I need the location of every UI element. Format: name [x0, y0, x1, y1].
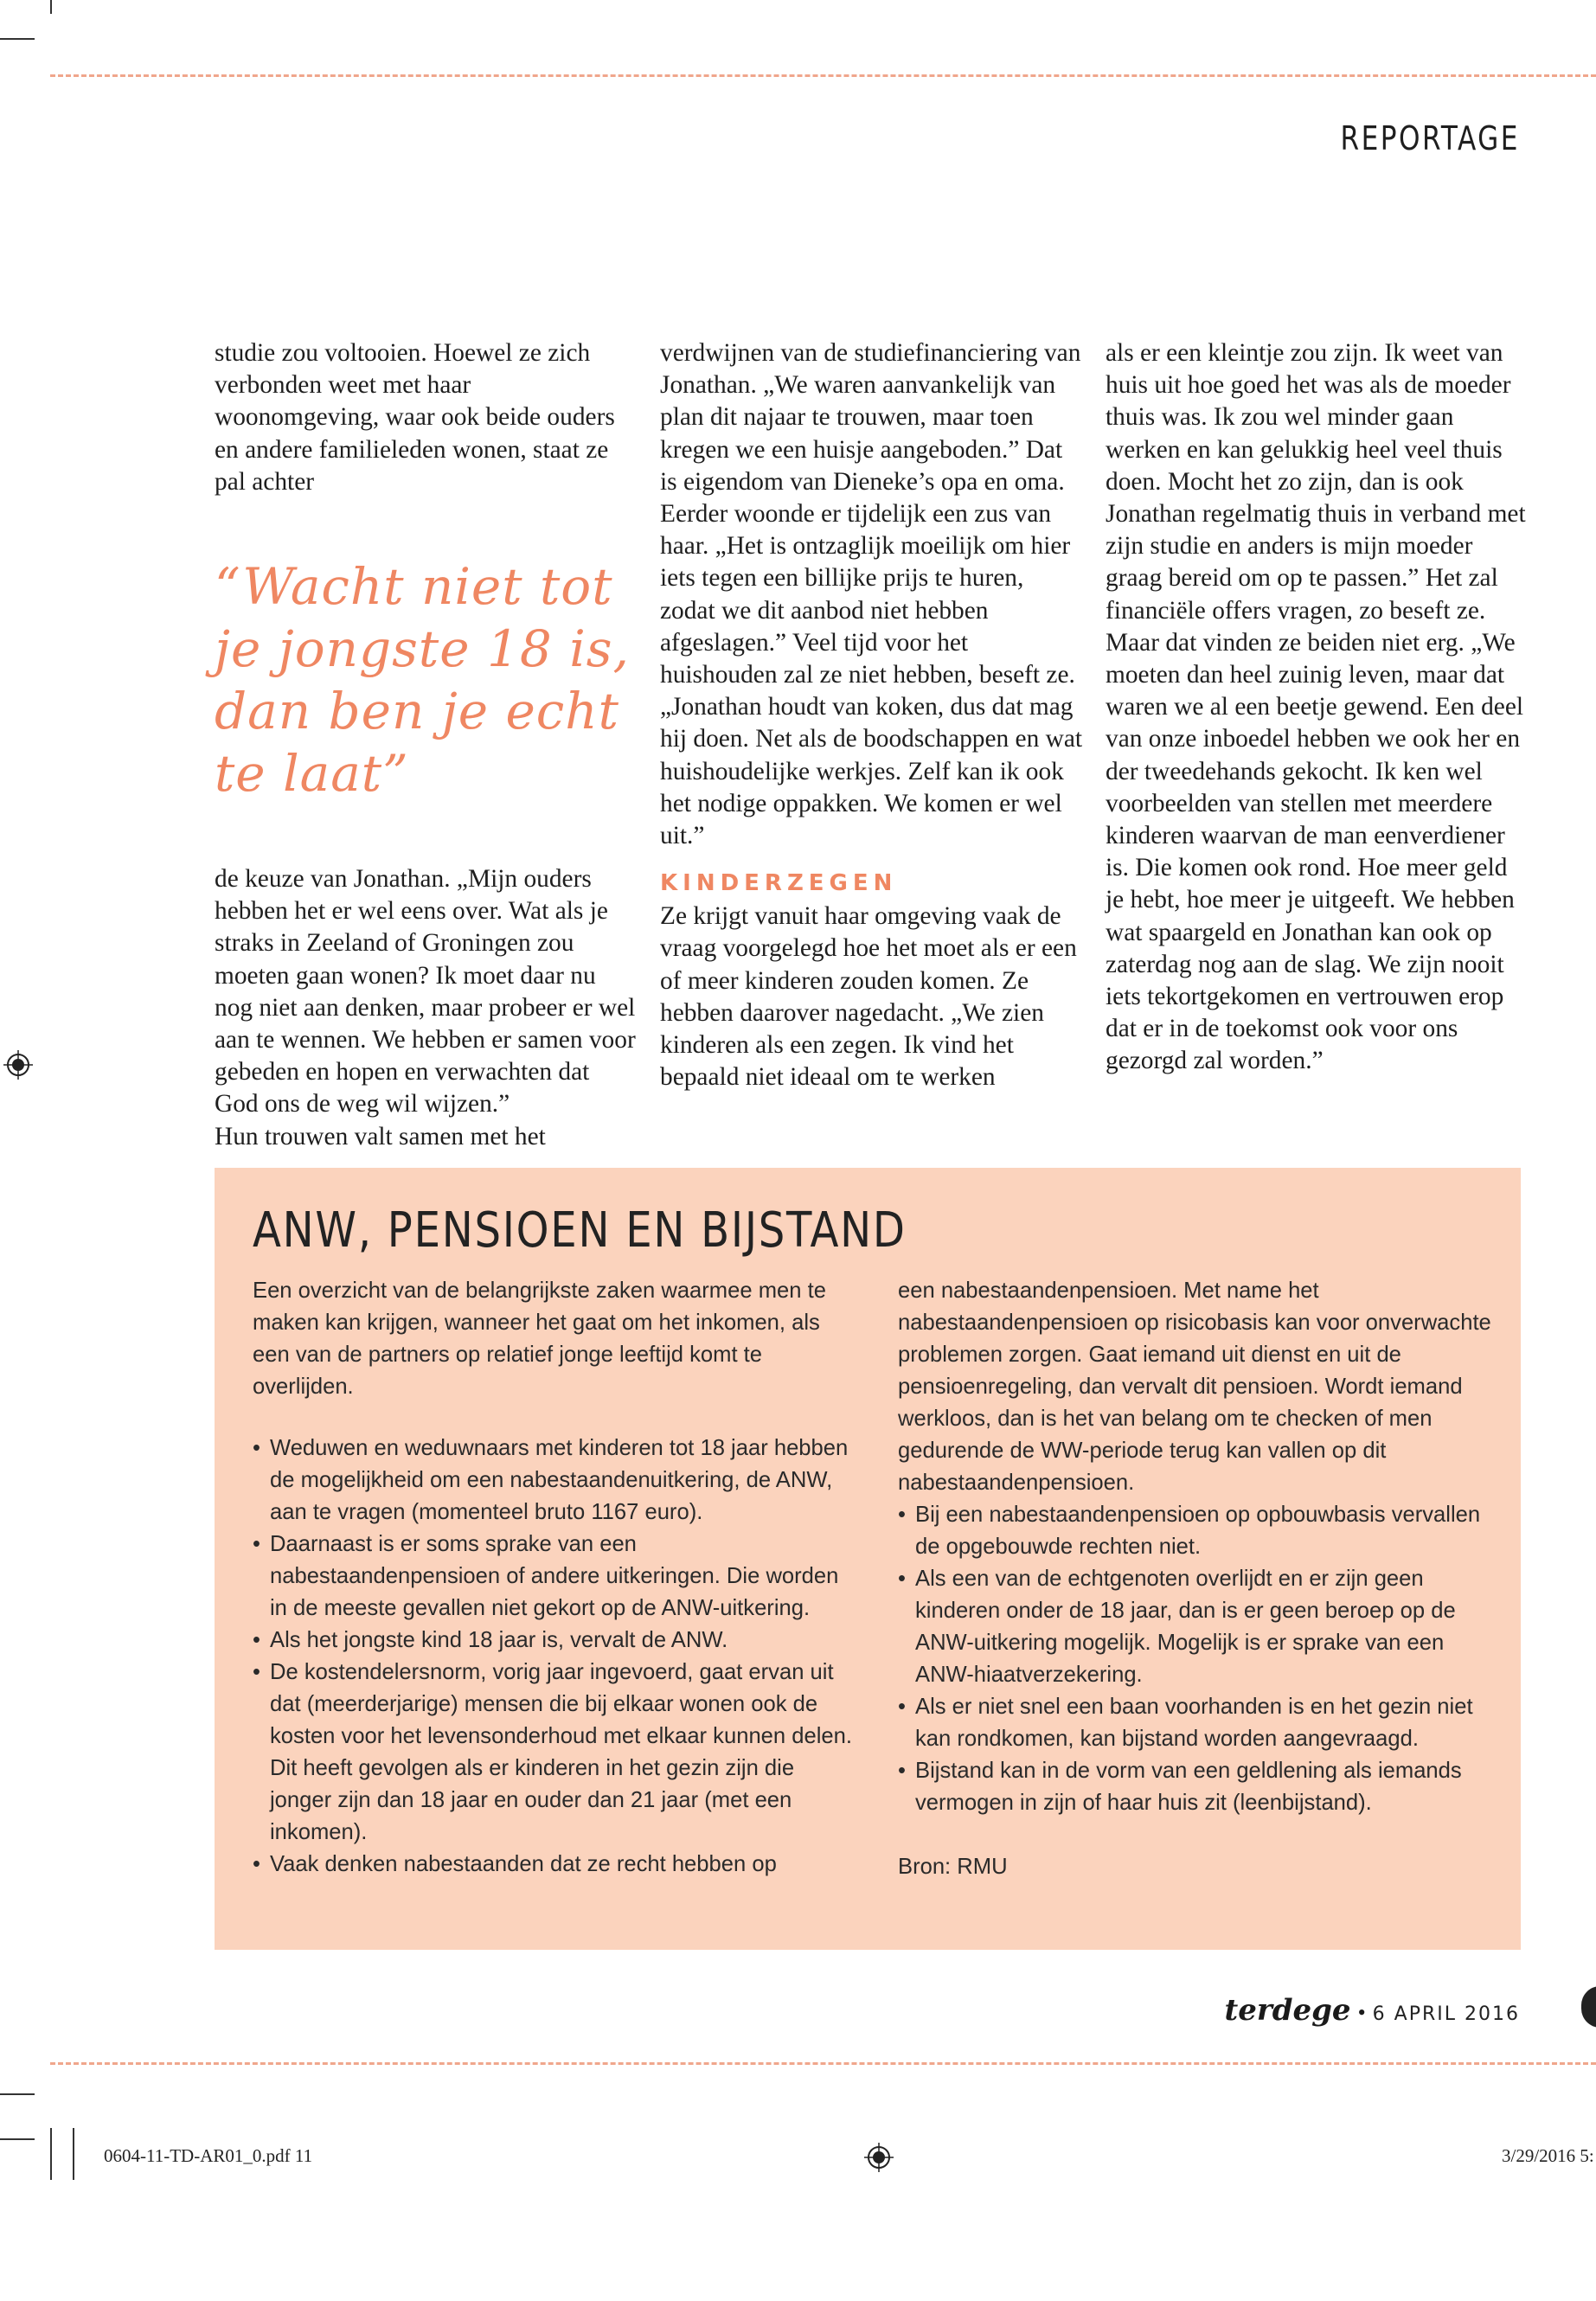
crop-mark	[73, 2128, 74, 2180]
info-box-right-column	[898, 1275, 1503, 1883]
list-item: • Als een van de echtgenoten overlijdt en er zijn geen kinderen onder de 18 jaar, dan is er geen beroep op de ANW-uitkering mogelijk. Mogelijk is er sprake van een ANW-hiaatverzekering.	[898, 1563, 1503, 1691]
magazine-brand: terdege	[1224, 1993, 1351, 2028]
crop-mark	[50, 0, 52, 14]
article-paragraph: de keuze van Jonathan. „Mijn ouders hebben het er wel eens over. Wat als je straks in Zeeland of Groningen zou moeten gaan wonen? Ik moet daar nu nog niet aan denken, maar probeer er wel aan te wennen. We hebben er samen voor gebeden en hopen en verwachten dat God ons de weg wil wijzen.”	[215, 865, 636, 1118]
info-box-list	[253, 1433, 858, 1881]
bottom-dashed-rule	[50, 2062, 1596, 2065]
list-item: • Als het jongste kind 18 jaar is, vervalt de ANW.	[253, 1625, 858, 1657]
article-paragraph: studie zou voltooien. Hoewel ze zich verbonden weet met haar woonomgeving, waar ook beide ouders en andere familieleden wonen, staat ze pal achter	[215, 339, 615, 496]
article-paragraph: Ze krijgt vanuit haar omgeving vaak de vraag voorgelegd hoe het moet als er een of meer kinderen zouden komen. Ze hebben daarover nagedacht. „We zien kinderen als een zegen. Ik vind het bepaald niet ideaal om te werken	[660, 902, 1077, 1092]
list-item-continuation: een nabestaandenpensioen. Met name het nabestaandenpensioen op risicobasis kan voor onverwachte problemen zorgen. Gaat iemand uit dienst en uit de pensioenregeling, dan vervalt dit pensioen. Wordt iemand werkloos, dan is het van belang om te checken of men gedurende de WW-periode terug kan vallen op dit nabestaandenpensioen.	[898, 1279, 1491, 1495]
article-column-3	[1106, 337, 1529, 1078]
print-slug-filename: 0604-11-TD-AR01_0.pdf 11	[104, 2145, 313, 2166]
section-subhead: KINDERZEGEN	[660, 870, 898, 897]
pull-quote: “Wacht niet tot je jongste 18 is, dan ben je echt te laat”	[215, 557, 630, 804]
crop-mark	[0, 2093, 35, 2095]
top-dashed-rule	[50, 74, 1596, 77]
list-item: • Vaak denken nabestaanden dat ze recht hebben op	[253, 1849, 858, 1881]
info-box	[215, 1168, 1521, 1950]
list-item: • Als er niet snel een baan voorhanden is en het gezin niet kan rondkomen, kan bijstand worden aangevraagd.	[898, 1691, 1503, 1755]
section-label: REPORTAGE	[1340, 119, 1520, 157]
info-box-left-column	[253, 1275, 858, 1881]
list-item: • De kostendelersnorm, vorig jaar ingevoerd, gaat ervan uit dat (meerderjarige) mensen die bij elkaar wonen ook de kosten voor het levensonderhoud met elkaar kunnen delen. Dit heeft gevolgen als er kinderen in het gezin zijn die jonger zijn dan 18 jaar en ouder dan 21 jaar (met een inkomen).	[253, 1657, 858, 1849]
list-item: • Bij een nabestaandenpensioen op opbouwbasis vervallen de opgebouwde rechten niet.	[898, 1499, 1503, 1563]
page-footer	[1225, 1993, 1521, 2028]
info-box-intro: Een overzicht van de belangrijkste zaken waarmee men te maken kan krijgen, wanneer het gaat om het inkomen, als een van de partners op relatief jonge leeftijd komt te overlijden.	[253, 1279, 826, 1399]
info-box-source: Bron: RMU	[898, 1855, 1008, 1879]
list-item: • Daarnaast is er soms sprake van een nabestaandenpensioen of andere uitkeringen. Die worden in de meeste gevallen niet gekort op de ANW-uitkering.	[253, 1529, 858, 1625]
registration-mark-icon	[864, 2143, 894, 2172]
article-column-1	[215, 337, 638, 1153]
list-item: • Weduwen en weduwnaars met kinderen tot 18 jaar hebben de mogelijkheid om een nabestaandenuitkering, de ANW, aan te vragen (momenteel bruto 1167 euro).	[253, 1433, 858, 1529]
registration-mark-icon	[3, 1050, 33, 1080]
issue-date: 6 APRIL 2016	[1372, 2003, 1520, 2025]
article-paragraph: als er een kleintje zou zijn. Ik weet van huis uit hoe goed het was als de moeder thuis was. Ik zou wel minder gaan werken en kan gelukkig heel veel thuis doen. Mocht het zo zijn, dan is ook Jonathan regelmatig thuis in verband met zijn studie en anders is mijn moeder graag bereid om op te passen.” Het zal financiële offers vragen, zo beseft ze. Maar dat vinden ze beiden niet erg. „We moeten dan heel zuinig leven, maar dat waren we al een beetje gewend. Een deel van onze inboedel hebben we ook her en der tweedehands gekocht. Ik ken wel voorbeelden van stellen met meerdere kinderen waarvan de man eenverdiener is. Die komen ook rond. Hoe meer geld je hebt, hoe meer je uitgeeft. We hebben wat spaargeld en Jonathan kan ook op zaterdag nog aan de slag. We zijn nooit iets tekortgekomen en vertrouwen erop dat er in de toekomst ook voor ons gezorgd zal worden.”	[1106, 339, 1526, 1075]
crop-mark	[0, 38, 35, 40]
article-paragraph: verdwijnen van de studiefinanciering van Jonathan. „We waren aanvankelijk van plan dit najaar te trouwen, maar toen kregen we een huisje aangeboden.” Dat is eigendom van Dieneke’s opa en oma. Eerder woonde er tijdelijk een zus van haar. „Het is ontzaglijk moeilijk om hier iets tegen een billijke prijs te huren, zodat we dit aanbod niet hebben afgeslagen.” Veel tijd voor het huishouden zal ze niet hebben, beseft ze. „Jonathan houdt van koken, dus dat mag hij doen. Net als de boodschappen en wat huishoudelijke werkjes. Zelf kan ik ook het nodige oppakken. We komen er wel uit.”	[660, 339, 1083, 850]
crop-mark	[0, 2138, 35, 2140]
info-box-list	[898, 1499, 1503, 1819]
list-item: • Bijstand kan in de vorm van een geldlening als iemands vermogen in zijn of haar huis zit (leenbijstand).	[898, 1755, 1503, 1819]
article-column-2	[660, 337, 1084, 1093]
print-slug-timestamp: 3/29/2016 5:	[1502, 2145, 1594, 2166]
crop-mark	[50, 2128, 52, 2180]
info-box-title: ANW, PENSIOEN EN BIJSTAND	[253, 1202, 907, 1259]
page-number-tab	[1581, 1986, 1596, 2028]
footer-separator: •	[1357, 2000, 1366, 2025]
article-paragraph: Hun trouwen valt samen met het	[215, 1122, 546, 1150]
